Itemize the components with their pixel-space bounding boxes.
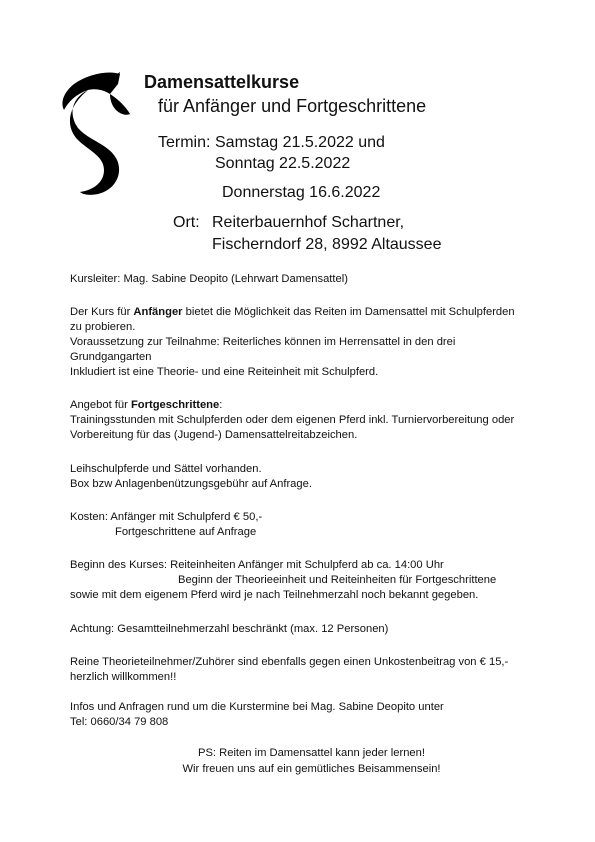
fortgeschrittene-section	[70, 398, 560, 443]
termin-date-3: Donnerstag 16.6.2022	[222, 184, 381, 201]
fort-text-c: :	[219, 399, 223, 411]
beginn-line-1: Beginn des Kurses: Reiteinheiten Anfänger mit Schulpferd ab ca. 14:00 Uhr	[70, 559, 444, 571]
fort-text-a: Angebot für	[70, 399, 131, 411]
kursleiter-line: Kursleiter: Mag. Sabine Deopito (Lehrwart Damensattel)	[70, 273, 348, 285]
infos-line-1: Infos und Anfragen rund um die Kurstermine bei Mag. Sabine Deopito unter	[70, 701, 444, 713]
anfaenger-line-5: Inkludiert ist eine Theorie- und eine Reiteinheit mit Schulpferd.	[70, 366, 379, 378]
anfaenger-bold: Anfänger	[133, 306, 183, 318]
anfaenger-section	[70, 305, 560, 380]
ort-line-1: Reiterbauernhof Schartner,	[212, 214, 405, 231]
fortgeschrittene-line-2: Trainingsstunden mit Schulpferden oder dem eigenen Pferd inkl. Turniervorbereitung oder	[70, 414, 515, 426]
termin-date-2: Sonntag 22.5.2022	[215, 155, 351, 172]
fortgeschrittene-line-3: Vorbereitung für das (Jugend-) Damensattelreitabzeichen.	[70, 429, 358, 441]
leih-line-2: Box bzw Anlagenbenützungsgebühr auf Anfrage.	[70, 478, 312, 490]
leih-section	[70, 462, 560, 492]
anfaenger-line-4: Grundgangarten	[70, 351, 152, 363]
theorie-line-2: herzlich willkommen!!	[70, 671, 177, 683]
kosten-section	[70, 510, 560, 540]
beginn-section	[70, 558, 560, 603]
termin-label: Termin:	[158, 134, 211, 151]
ps-line-1: PS: Reiten im Damensattel kann jeder lernen!	[198, 747, 425, 759]
ps-line-2: Wir freuen uns auf ein gemütliches Beisammensein!	[182, 763, 441, 775]
page-title: Damensattelkurse	[144, 72, 300, 92]
page-subtitle: für Anfänger und Fortgeschrittene	[158, 96, 427, 116]
kosten-line-2: Fortgeschrittene auf Anfrage	[115, 526, 257, 538]
infos-section	[70, 700, 560, 730]
fortgeschrittene-line-1	[70, 398, 560, 413]
termin-date-1: Samstag 21.5.2022 und	[215, 134, 385, 151]
horse-logo-icon	[58, 70, 138, 200]
kosten-line-1: Kosten: Anfänger mit Schulpferd € 50,-	[70, 511, 263, 523]
fort-bold: Fortgeschrittene	[130, 399, 220, 411]
anfaenger-line-3: Voraussetzung zur Teilnahme: Reiterliches können im Herrensattel in den drei	[70, 336, 456, 348]
beginn-line-2: Beginn der Theorieeinheit und Reiteinheiten für Fortgeschrittene	[178, 574, 497, 586]
ort-line-2: Fischerndorf 28, 8992 Altaussee	[212, 236, 442, 253]
theorie-line-1: Reine Theorieteilnehmer/Zuhörer sind ebenfalls gegen einen Unkostenbeitrag von € 15,-	[70, 656, 509, 668]
anfaenger-line-2: zu probieren.	[70, 321, 136, 333]
anfaenger-line-1	[70, 305, 560, 320]
theorie-section	[70, 655, 560, 685]
anfaenger-text-a: Der Kurs für	[70, 306, 134, 318]
beginn-line-3: sowie mit dem eigenem Pferd wird je nach Teilnehmerzahl noch bekannt gegeben.	[70, 589, 479, 601]
achtung-line: Achtung: Gesamtteilnehmerzahl beschränkt (max. 12 Personen)	[70, 623, 389, 635]
infos-phone: Tel: 0660/34 79 808	[70, 716, 169, 728]
ort-label: Ort:	[173, 214, 200, 231]
anfaenger-text-c: bietet die Möglichkeit das Reiten im Damensattel mit Schulpferden	[182, 306, 515, 318]
leih-line-1: Leihschulpferde und Sättel vorhanden.	[70, 463, 262, 475]
